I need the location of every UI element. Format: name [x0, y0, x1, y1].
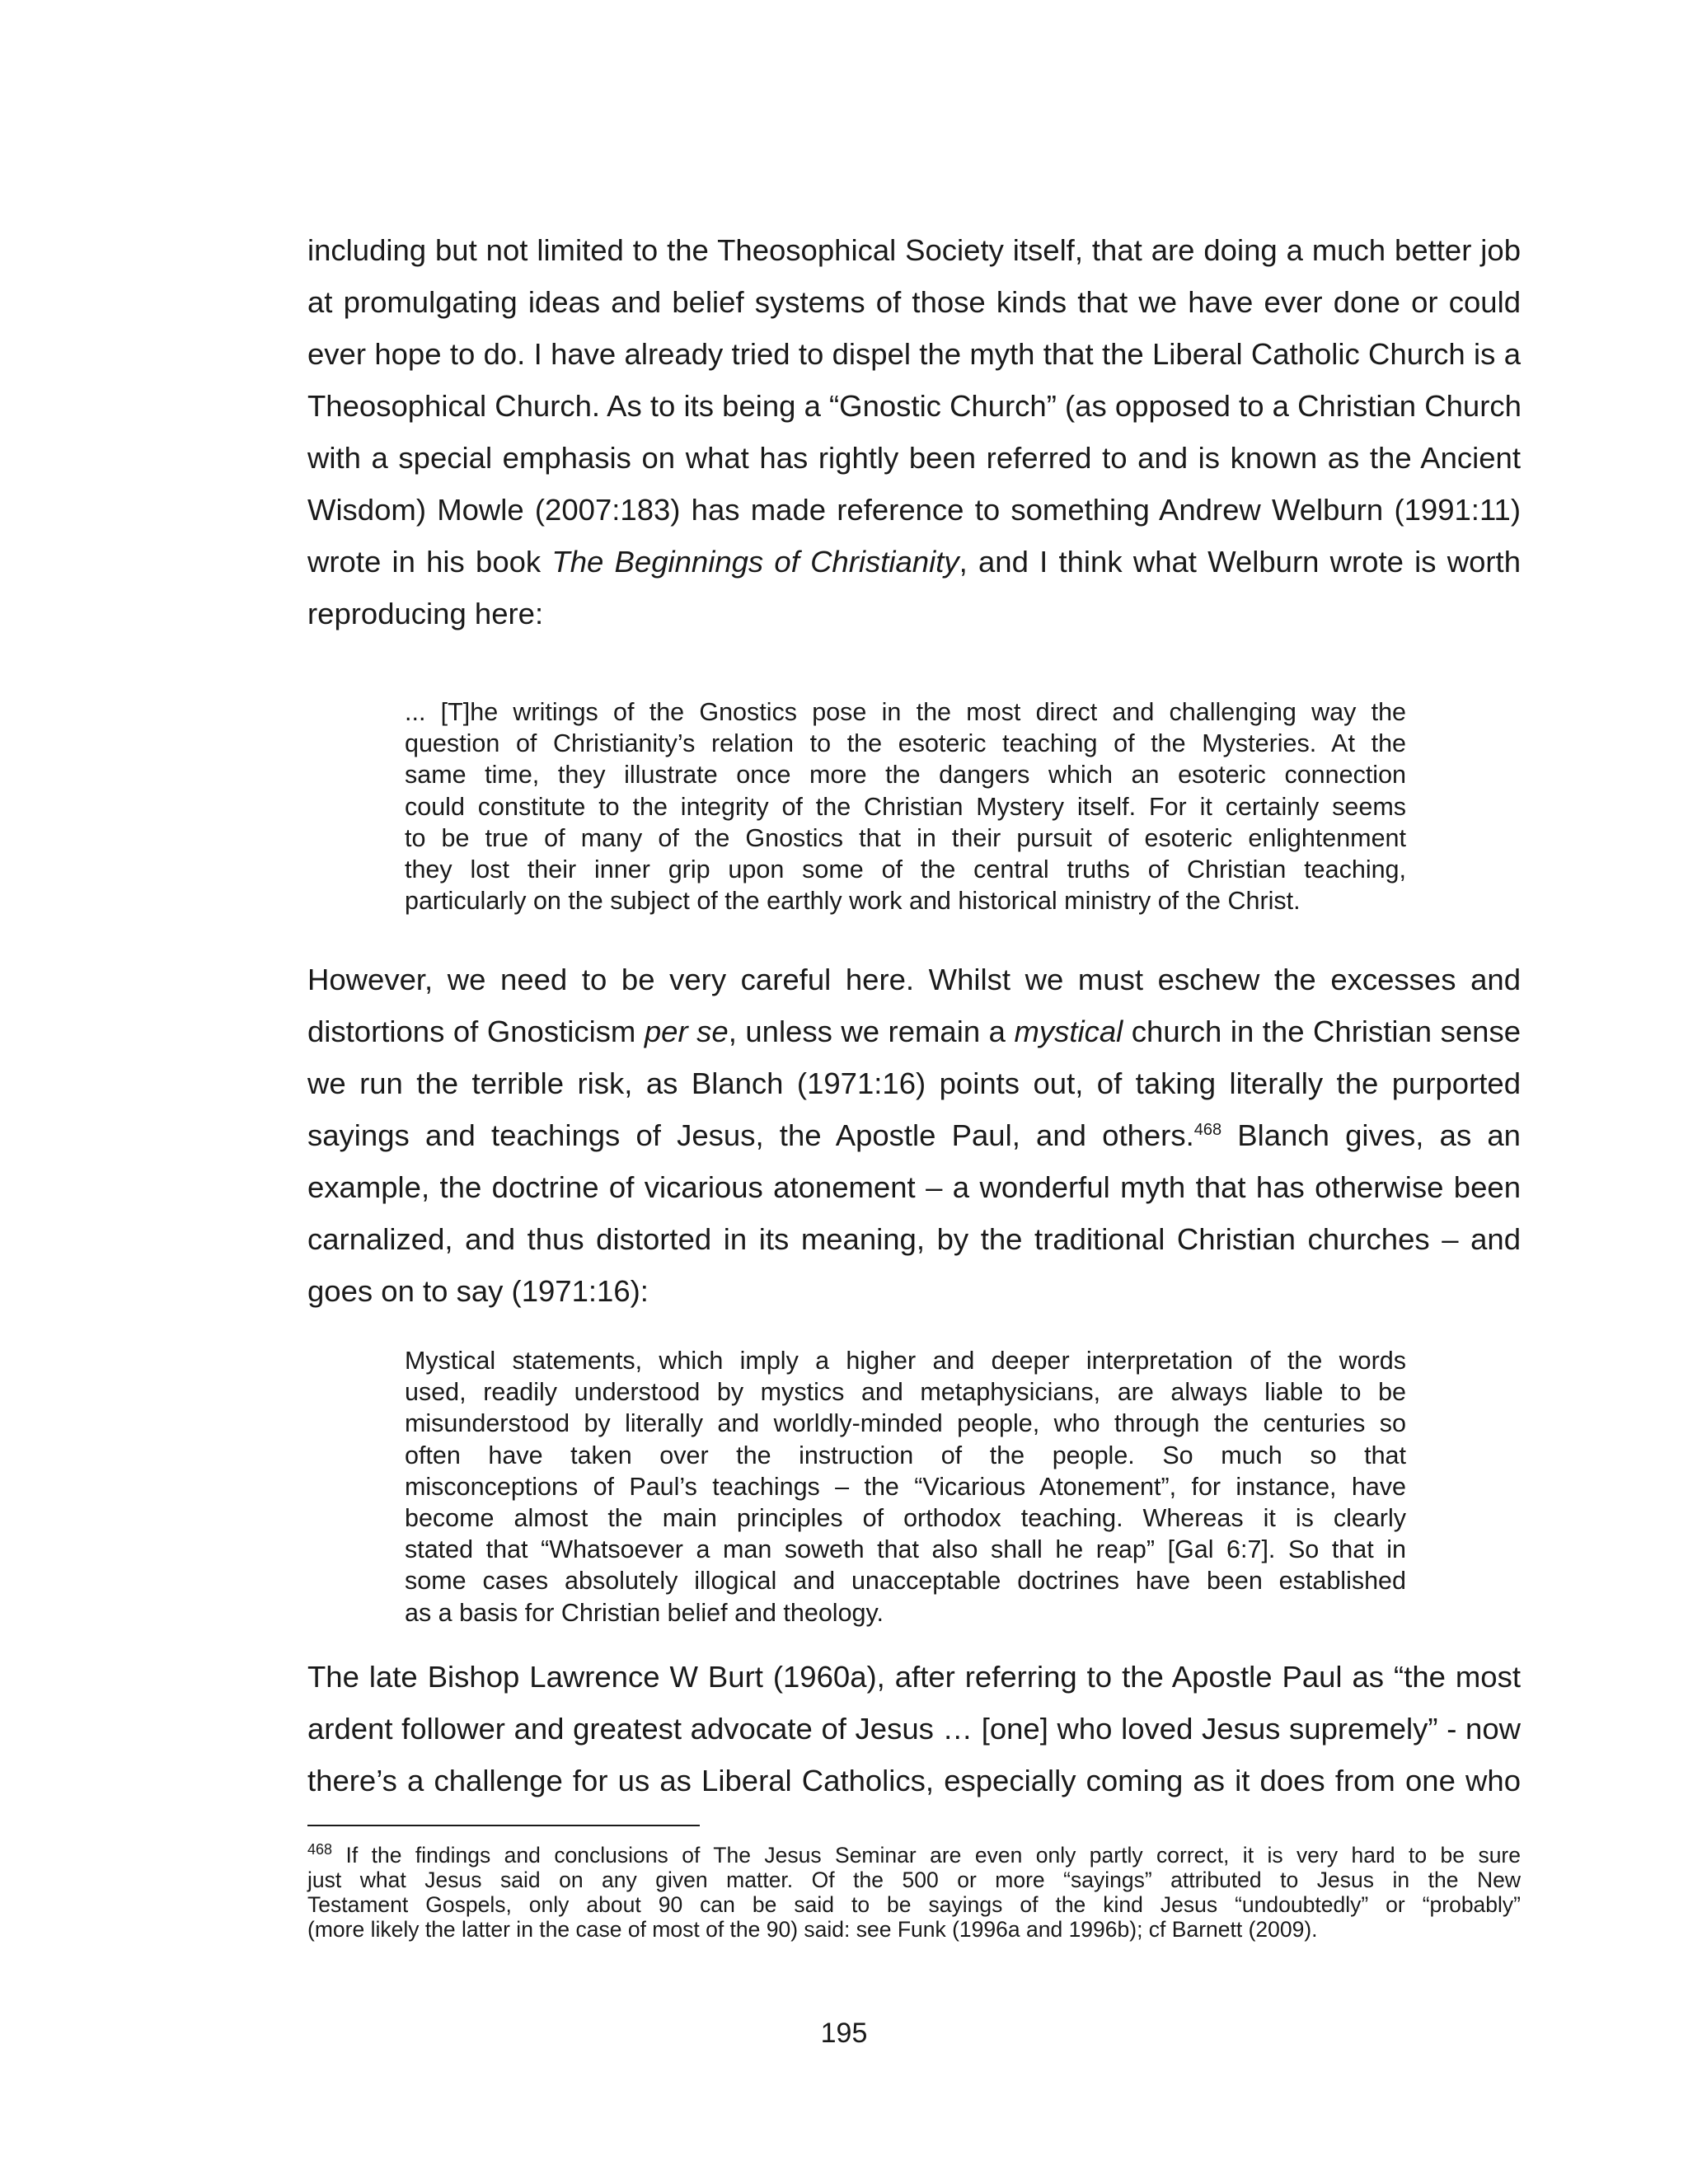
paragraph-1 [307, 224, 1521, 640]
text-line: there’s a challenge for us as Liberal Catholics, especially coming as it does from one who [307, 1764, 1521, 1797]
text-line: However, we need to be very careful here. Whilst we must eschew the excesses and [307, 963, 1521, 996]
text-line: we run the terrible risk, as Blanch (1971:16) points out, of taking literally the purported [307, 1066, 1521, 1100]
text-line: carnalized, and thus distorted in its meaning, by the traditional Christian churches – and [307, 1222, 1521, 1256]
quote-line: they lost their inner grip upon some of the central truths of Christian teaching, [405, 855, 1406, 884]
quote-line: Mystical statements, which imply a higher and deeper interpretation of the words [405, 1347, 1406, 1375]
footnote-line [307, 1843, 1521, 1868]
italic-term: mystical [1014, 1015, 1123, 1048]
quote-line: become almost the main principles of orthodox teaching. Whereas it is clearly [405, 1504, 1406, 1533]
quote-line: used, readily understood by mystics and metaphysicians, are always liable to be [405, 1378, 1406, 1407]
quote-line: some cases absolutely illogical and unacceptable doctrines have been established [405, 1567, 1406, 1596]
quote-line: question of Christianity’s relation to the esoteric teaching of the Mysteries. At the [405, 729, 1406, 758]
paragraph-3 [307, 1651, 1521, 1807]
quote-line: misconceptions of Paul’s teachings – the “Vicarious Atonement”, for instance, have [405, 1472, 1406, 1501]
book-title: The Beginnings of Christianity [551, 545, 959, 579]
footnote-number: 468 [307, 1841, 333, 1858]
text-line: example, the doctrine of vicarious atonement – a wonderful myth that has otherwise been [307, 1170, 1521, 1204]
quote-line: stated that “Whatsoever a man soweth that also shall he reap” [Gal 6:7]. So that in [405, 1535, 1406, 1564]
text-line: Wisdom) Mowle (2007:183) has made reference to something Andrew Welburn (1991:11) [307, 493, 1521, 527]
text-line: Theosophical Church. As to its being a “Gnostic Church” (as opposed to a Christian Church [307, 389, 1522, 423]
block-quote-1 [405, 696, 1406, 916]
quote-line: ... [T]he writings of the Gnostics pose in the most direct and challenging way the [405, 698, 1406, 726]
quote-line: misunderstood by literally and worldly-minded people, who through the centuries so [405, 1409, 1406, 1438]
text-run: If the findings and conclusions of The Jesus Seminar are even only partly correct, it is very hard to be sure [332, 1843, 1521, 1868]
text-run: distortions of Gnosticism [307, 1015, 645, 1048]
footnote-line: just what Jesus said on any given matter. Of the 500 or more “sayings” attributed to Jesus in the New [307, 1868, 1521, 1892]
text-run: church in the Christian sense [1123, 1015, 1521, 1048]
text-line [307, 1005, 1521, 1057]
italic-term: per se [644, 1015, 729, 1048]
text-line: with a special emphasis on what has rightly been referred to and is known as the Ancient [307, 441, 1521, 475]
text-run: Blanch gives, as an [1221, 1118, 1521, 1152]
quote-line: could constitute to the integrity of the Christian Mystery itself. For it certainly seems [405, 792, 1406, 821]
block-quote-2 [405, 1345, 1406, 1629]
quote-line: same time, they illustrate once more the dangers which an esoteric connection [405, 761, 1406, 790]
text-line [307, 1109, 1521, 1161]
text-line: ardent follower and greatest advocate of Jesus … [one] who loved Jesus supremely” - now [307, 1712, 1521, 1746]
text-line: ever hope to do. I have already tried to dispel the myth that the Liberal Catholic Church is a [307, 337, 1521, 371]
text-line: goes on to say (1971:16): [307, 1274, 649, 1308]
text-line [307, 536, 1521, 588]
text-line: reproducing here: [307, 597, 544, 630]
quote-line: to be true of many of the Gnostics that in their pursuit of esoteric enlightenment [405, 823, 1406, 852]
text-run: , and I think what Welburn wrote is worth [959, 545, 1521, 579]
text-run: wrote in his book [307, 545, 552, 579]
paragraph-2 [307, 954, 1521, 1317]
quote-line: as a basis for Christian belief and theology. [405, 1598, 884, 1627]
quote-line: particularly on the subject of the earthly work and historical ministry of the Christ. [405, 887, 1301, 916]
text-line: including but not limited to the Theosophical Society itself, that are doing a much better job [307, 233, 1521, 267]
footnote-line: Testament Gospels, only about 90 can be said to be sayings of the kind Jesus “undoubtedly” or “probably” [307, 1892, 1521, 1917]
footnote-468 [307, 1843, 1521, 1942]
text-line: at promulgating ideas and belief systems of those kinds that we have ever done or could [307, 285, 1521, 319]
text-run: sayings and teachings of Jesus, the Apostle Paul, and others. [307, 1118, 1194, 1152]
page-number: 195 [820, 2018, 868, 2049]
quote-line: often have taken over the instruction of the people. So much so that [405, 1441, 1406, 1469]
footnote-line: (more likely the latter in the case of most of the 90) said: see Funk (1996a and 1996b); cf Barnett (2009). [307, 1917, 1318, 1942]
text-run: , unless we remain a [728, 1015, 1015, 1048]
text-line: The late Bishop Lawrence W Burt (1960a), after referring to the Apostle Paul as “the most [307, 1660, 1521, 1694]
footnote-divider [307, 1825, 700, 1826]
footnote-reference[interactable]: 468 [1193, 1120, 1222, 1139]
